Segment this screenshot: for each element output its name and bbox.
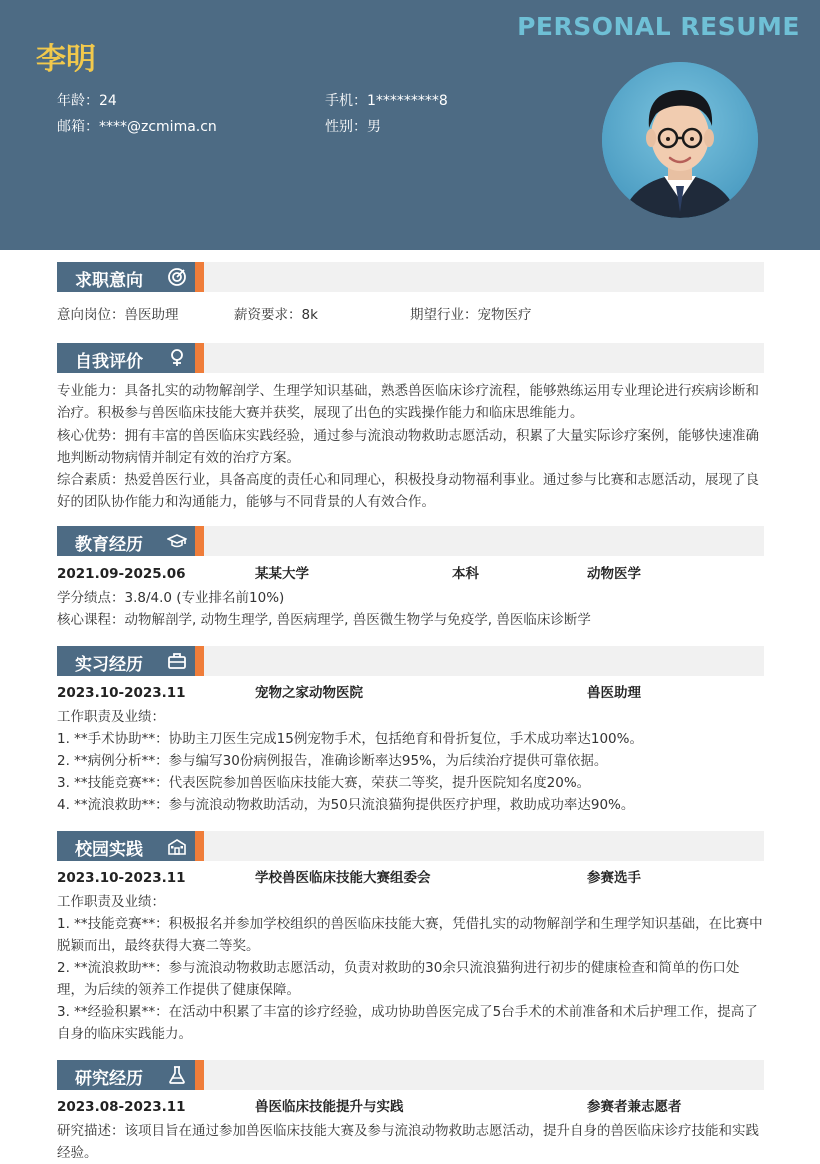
intern-role: 兽医助理: [587, 685, 641, 701]
section-title: 实习经历: [75, 655, 143, 675]
edu-courses: 核心课程：动物解剖学, 动物生理学, 兽医病理学, 兽医微生物学与免疫学, 兽医临床诊断学: [57, 612, 591, 628]
section-accent: [195, 831, 204, 861]
section-header-campus: [57, 831, 764, 861]
resume-header: [0, 0, 820, 250]
section-accent: [195, 646, 204, 676]
section-tab: [57, 1060, 195, 1090]
section-header-research: [57, 1060, 764, 1090]
intern-heading: 工作职责及业绩：: [57, 709, 165, 725]
graduation-cap-icon: [167, 531, 187, 551]
intent-industry: 期望行业：宠物医疗: [410, 307, 532, 323]
section-tab: [57, 526, 195, 556]
campus-heading: 工作职责及业绩：: [57, 894, 165, 910]
section-title: 求职意向: [75, 271, 143, 291]
research-desc: 研究描述：该项目旨在通过参加兽医临床技能大赛及参与流浪动物救助志愿活动，提升自身的兽医临床诊疗技能和实践经验。: [57, 1123, 759, 1161]
section-tab: [57, 831, 195, 861]
phone: 手机：1*********8: [325, 93, 448, 109]
section-tab: [57, 262, 195, 292]
edu-school: 某某大学: [255, 566, 309, 582]
list-item: 4. **流浪救助**：参与流浪动物救助活动，为50只流浪猫狗提供医疗护理，救助成功率达90%。: [57, 797, 635, 813]
edu-date: 2021.09-2025.06: [57, 566, 186, 582]
gender: 性别：男: [325, 119, 381, 135]
edu-degree: 本科: [452, 566, 479, 582]
candidate-name: 李明: [36, 42, 96, 77]
self-eval-advantage: 核心优势：拥有丰富的兽医临床实践经验，通过参与流浪动物救助志愿活动，积累了大量实际诊疗案例，能够快速准确地判断动物病情并制定有效的治疗方案。: [57, 428, 759, 466]
list-item: 1. **技能竞赛**：积极报名并参加学校组织的兽医临床技能大赛，凭借扎实的动物解剖学和生理学知识基础，在比赛中脱颖而出，最终获得大赛二等奖。: [57, 916, 763, 954]
section-title: 校园实践: [75, 840, 143, 860]
target-icon: [167, 267, 187, 287]
research-role: 参赛者兼志愿者: [587, 1099, 682, 1115]
briefcase-icon: [167, 651, 187, 671]
intent-salary: 薪资要求：8k: [234, 307, 318, 323]
header-title: PERSONAL RESUME: [517, 12, 800, 41]
age: 年龄：24: [57, 93, 117, 109]
section-accent: [195, 262, 204, 292]
edu-gpa: 学分绩点：3.8/4.0 (专业排名前10%): [57, 590, 285, 606]
research-project: 兽医临床技能提升与实践: [255, 1099, 404, 1115]
list-item: 2. **流浪救助**：参与流浪动物救助志愿活动，负责对救助的30余只流浪猫狗进行初步的健康检查和简单的伤口处理，为后续的领养工作提供了健康保障。: [57, 960, 740, 998]
award-icon: [167, 348, 187, 368]
section-header-intern: [57, 646, 764, 676]
self-eval-ability: 专业能力：具备扎实的动物解剖学、生理学知识基础，熟悉兽医临床诊疗流程，能够熟练运用专业理论进行疾病诊断和治疗。积极参与兽医临床技能大赛并获奖，展现了出色的实践操作能力和临床思维能力。: [57, 383, 759, 421]
edu-major: 动物医学: [587, 566, 641, 582]
list-item: 1. **手术协助**：协助主刀医生完成15例宠物手术，包括绝育和骨折复位，手术成功率达100%。: [57, 731, 643, 747]
section-header-intent: [57, 262, 764, 292]
section-title: 自我评价: [75, 352, 143, 372]
campus-role: 参赛选手: [587, 870, 641, 886]
campus-org: 学校兽医临床技能大赛组委会: [255, 870, 431, 886]
email: 邮箱：****@zcmima.cn: [57, 119, 217, 135]
school-building-icon: [167, 836, 187, 856]
campus-date: 2023.10-2023.11: [57, 870, 186, 886]
self-eval-quality: 综合素质：热爱兽医行业，具备高度的责任心和同理心，积极投身动物福利事业。通过参与比赛和志愿活动，展现了良好的团队协作能力和沟通能力，能够与不同背景的人有效合作。: [57, 472, 759, 510]
list-item: 3. **经验积累**：在活动中积累了丰富的诊疗经验，成功协助兽医完成了5台手术的术前准备和术后护理工作，提高了自身的临床实践能力。: [57, 1004, 758, 1042]
section-tab: [57, 343, 195, 373]
intent-position: 意向岗位：兽医助理: [57, 307, 179, 323]
list-item: 3. **技能竞赛**：代表医院参加兽医临床技能大赛，荣获二等奖，提升医院知名度20%。: [57, 775, 591, 791]
list-item: 2. **病例分析**：参与编写30份病例报告，准确诊断率达95%，为后续治疗提供可靠依据。: [57, 753, 608, 769]
section-header-self: [57, 343, 764, 373]
section-header-education: [57, 526, 764, 556]
research-date: 2023.08-2023.11: [57, 1099, 186, 1115]
intern-org: 宠物之家动物医院: [255, 685, 363, 701]
flask-icon: [167, 1065, 187, 1085]
section-title: 研究经历: [75, 1069, 143, 1089]
avatar: [602, 62, 758, 218]
section-title: 教育经历: [75, 535, 143, 555]
section-accent: [195, 1060, 204, 1090]
section-tab: [57, 646, 195, 676]
section-accent: [195, 343, 204, 373]
intern-date: 2023.10-2023.11: [57, 685, 186, 701]
section-accent: [195, 526, 204, 556]
